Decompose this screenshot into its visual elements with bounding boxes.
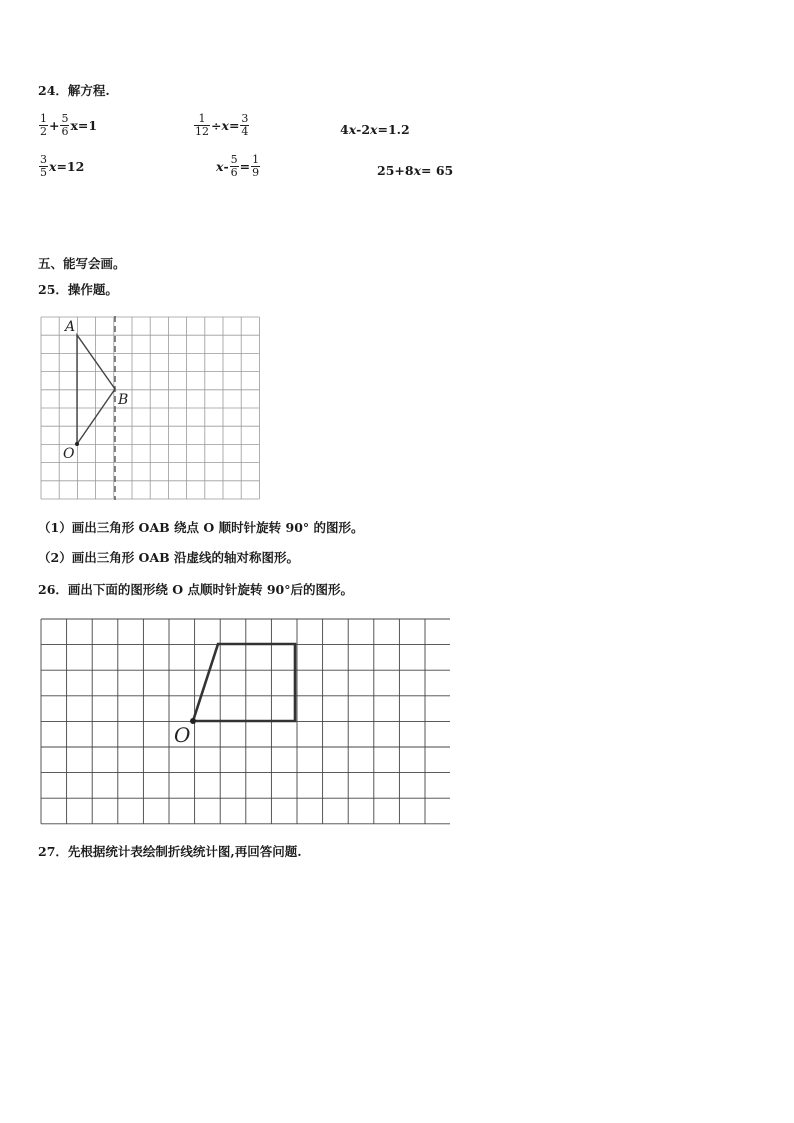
point-o	[75, 442, 79, 446]
equation-4: $\frac{3}{5}$ x =12	[40, 153, 85, 179]
q24-title: 24．解方程.	[38, 83, 110, 98]
q25-grid-figure	[40, 316, 266, 502]
fraction: $\frac{3}{5}$	[40, 153, 47, 179]
label-b: B	[118, 392, 129, 408]
fraction: $\frac{3}{4}$	[241, 112, 249, 138]
grid	[41, 317, 259, 499]
equation-5: x - $\frac{5}{6}$ = $\frac{1}{9}$	[216, 153, 260, 179]
equation-1: $\frac{1}{2}$ + $\frac{5}{6}$ x=1	[40, 112, 98, 138]
label-a: A	[65, 319, 76, 335]
fraction: $\frac{1}{2}$	[40, 112, 47, 138]
equation-3: 4 x -2 x =1.2	[340, 122, 410, 137]
fraction: $\frac{5}{6}$	[230, 153, 238, 179]
point-o	[190, 718, 196, 724]
section-5-title: 五、能写会画。	[38, 256, 126, 271]
q25-task-1: （1）画出三角形 OAB 绕点 O 顺时针旋转 90° 的图形。	[38, 520, 364, 535]
q27-title: 27．先根据统计表绘制折线统计图,再回答问题.	[38, 844, 302, 859]
q26-title: 26．画出下面的图形绕 O 点顺时针旋转 90°后的图形。	[38, 582, 353, 597]
label-o: O	[63, 446, 75, 462]
equation-2: $\frac{1}{12}$ ÷ x = $\frac{3}{4}$	[195, 112, 249, 138]
fraction: $\frac{1}{12}$	[195, 112, 209, 138]
q25-task-2: （2）画出三角形 OAB 沿虚线的轴对称图形。	[38, 550, 300, 565]
trapezoid-shape	[193, 644, 295, 721]
q26-grid-figure	[40, 618, 450, 828]
label-o: O	[174, 723, 191, 747]
q25-title: 25．操作题。	[38, 282, 118, 297]
fraction: $\frac{5}{6}$	[61, 112, 69, 138]
fraction: $\frac{1}{9}$	[252, 153, 260, 179]
equation-6: 25+8 x = 65	[377, 163, 454, 178]
